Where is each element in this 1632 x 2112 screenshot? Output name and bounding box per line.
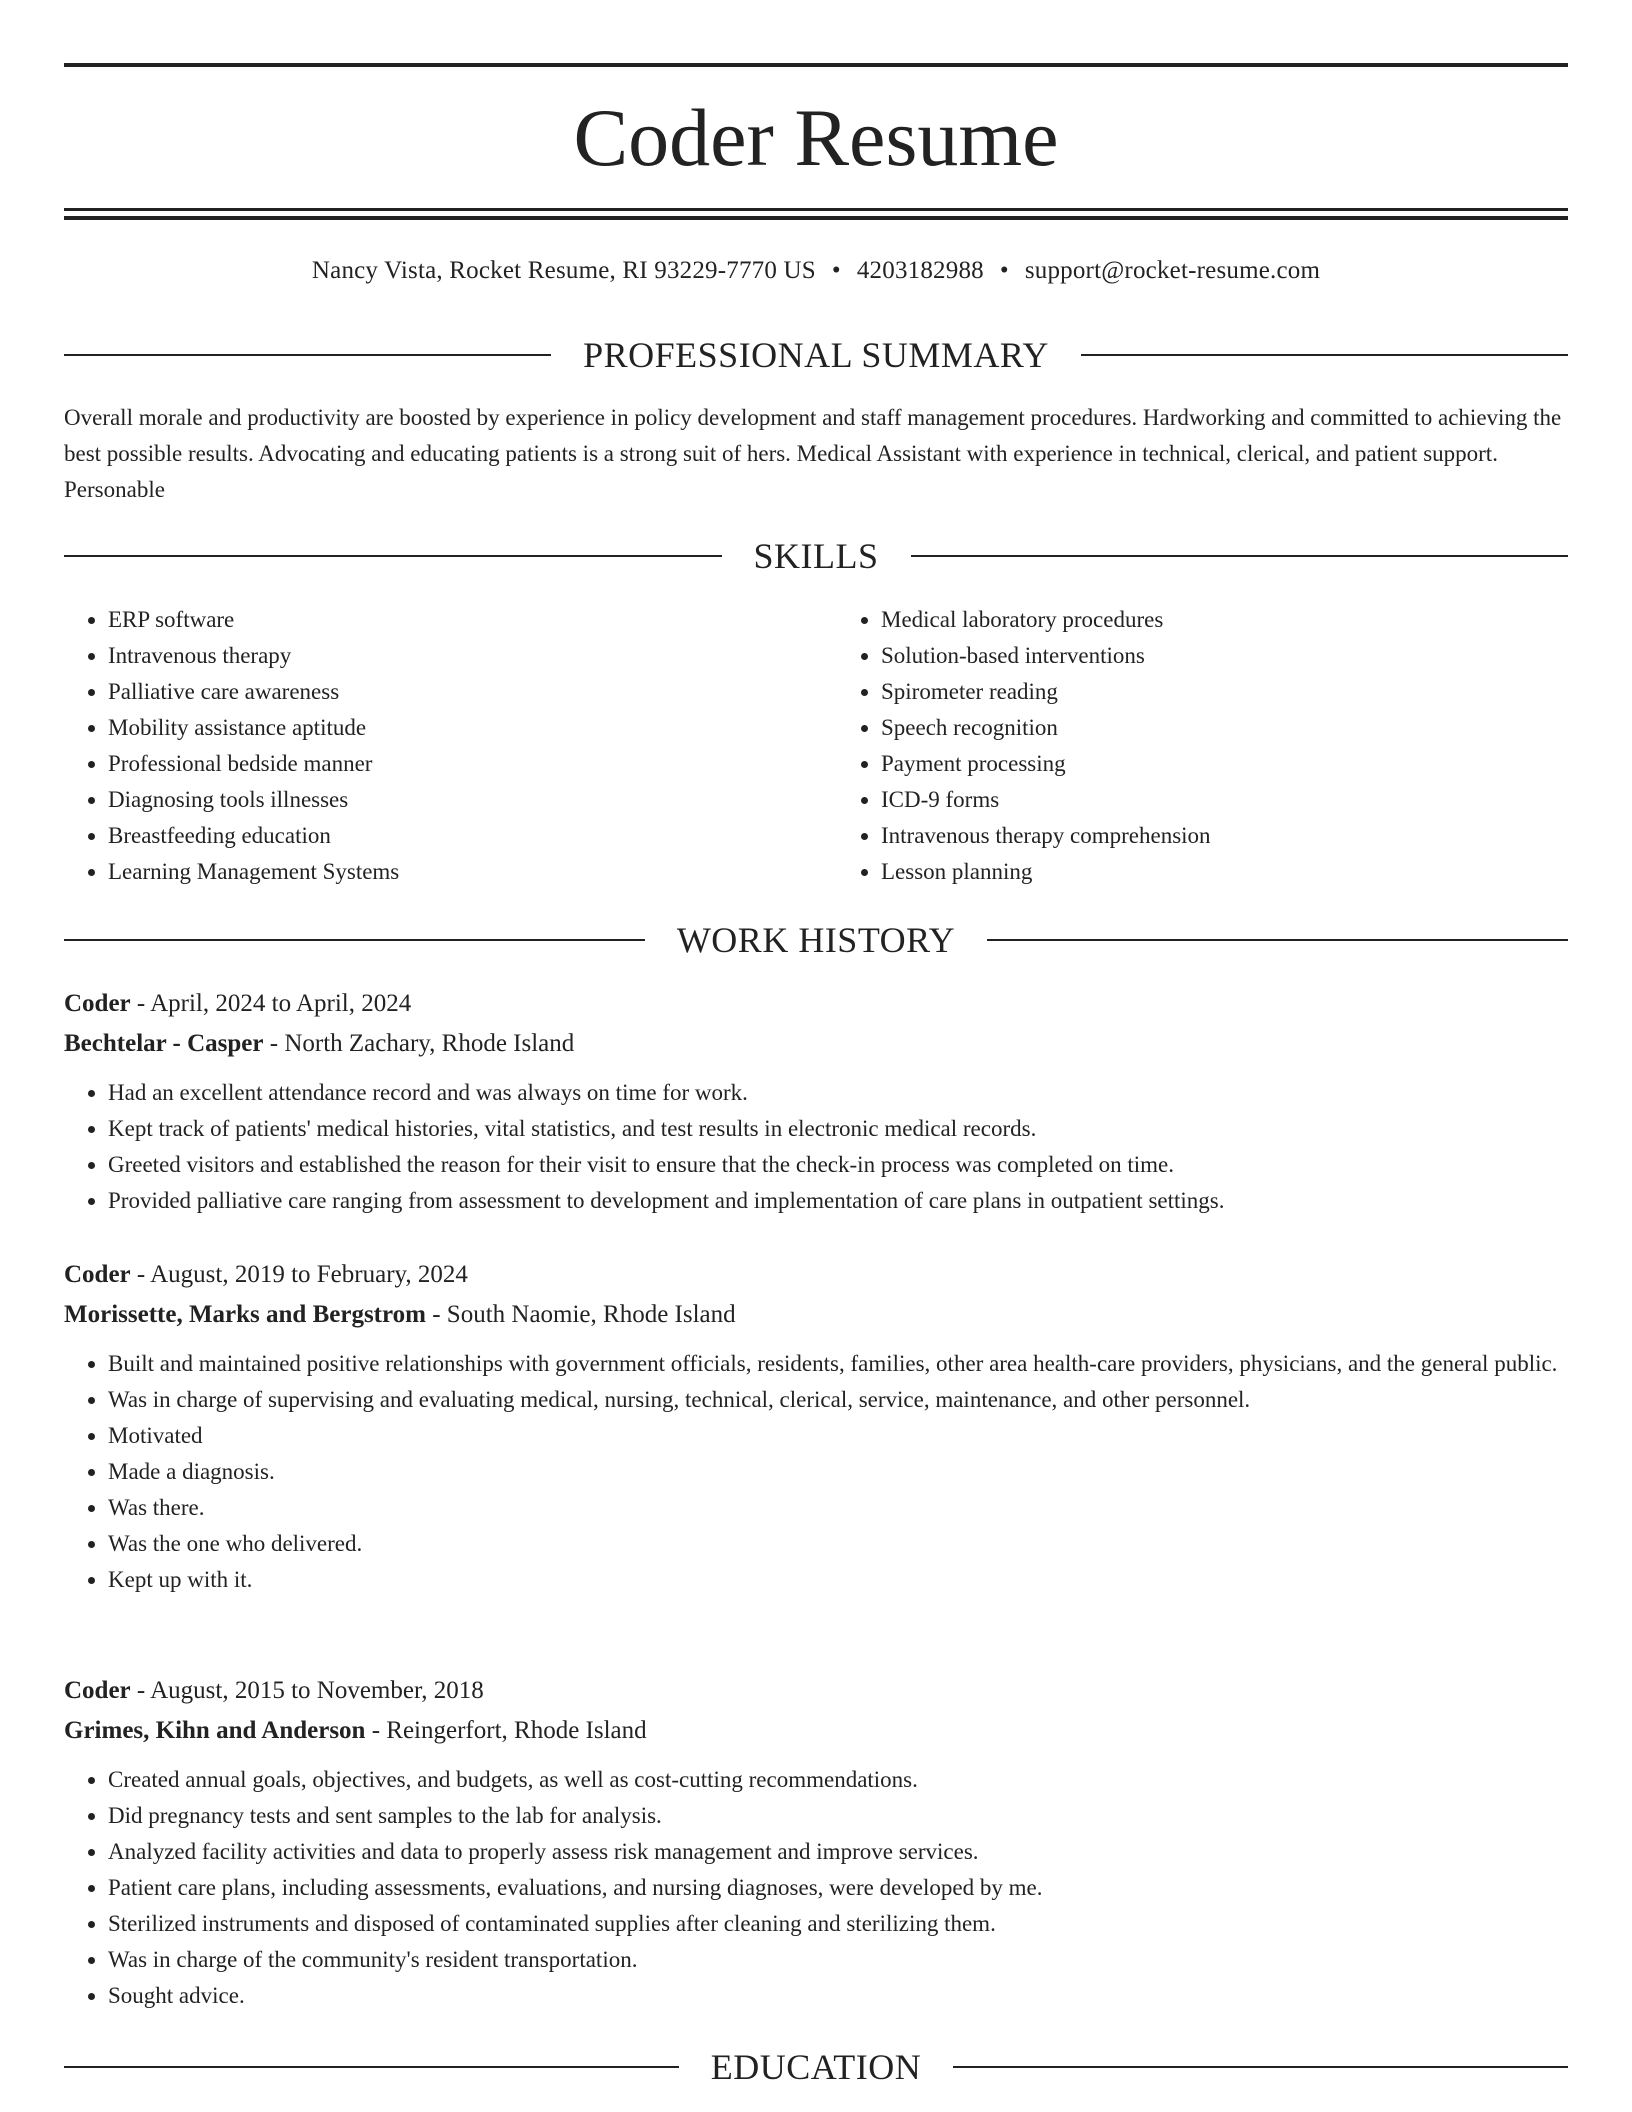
- list-item: • Sought advice.: [108, 1978, 1568, 2014]
- job-title-line: [64, 1672, 1568, 1710]
- job-dates: - August, 2019 to February, 2024: [130, 1261, 468, 1288]
- list-item: • Was in charge of supervising and evaluating medical, nursing, technical, clerical, service, maintenance, and other personnel.: [108, 1382, 1568, 1418]
- title-rule-upper: [64, 208, 1568, 211]
- title-rule-lower: [64, 216, 1568, 220]
- job-entry: [64, 1672, 1568, 2014]
- list-item: • Intravenous therapy comprehension: [881, 818, 1568, 854]
- job-location: - South Naomie, Rhode Island: [425, 1301, 736, 1328]
- work-heading: [64, 920, 1568, 960]
- top-rule: [64, 63, 1568, 67]
- heading-rule: [953, 2066, 1568, 2068]
- list-item: • Created annual goals, objectives, and budgets, as well as cost-cutting recommendations.: [108, 1762, 1568, 1798]
- job-company-line: [64, 1296, 1568, 1334]
- job-dates: - April, 2024 to April, 2024: [130, 990, 412, 1017]
- job-dates: - August, 2015 to November, 2018: [130, 1677, 484, 1704]
- list-item: • Medical laboratory procedures: [881, 602, 1568, 638]
- job-bullets: [64, 1762, 1568, 2014]
- job-location: - Reingerfort, Rhode Island: [365, 1717, 647, 1744]
- contact-email: support@rocket-resume.com: [1024, 257, 1321, 284]
- list-item: • Professional bedside manner: [108, 746, 795, 782]
- heading-rule: [64, 354, 551, 356]
- job-company-line: [64, 1712, 1568, 1750]
- job-entry: [64, 985, 1568, 1219]
- heading-rule: [64, 2066, 679, 2068]
- skills-columns: [64, 602, 1568, 890]
- contact-line: [64, 254, 1568, 288]
- education-heading-label: EDUCATION: [710, 2047, 922, 2087]
- list-item: • ICD-9 forms: [881, 782, 1568, 818]
- resume-title: Coder Resume: [573, 92, 1059, 183]
- list-item: • Kept up with it.: [108, 1562, 1568, 1598]
- job-title-line: [64, 1256, 1568, 1294]
- contact-separator: •: [999, 257, 1009, 284]
- education-heading: [64, 2047, 1568, 2087]
- job-bullets: [64, 1346, 1568, 1598]
- list-item: • Learning Management Systems: [108, 854, 795, 890]
- skills-heading: [64, 536, 1568, 576]
- job-company-line: [64, 1025, 1568, 1063]
- list-item: • Motivated: [108, 1418, 1568, 1454]
- job-company: Grimes, Kihn and Anderson: [64, 1717, 366, 1744]
- list-item: • Diagnosing tools illnesses: [108, 782, 795, 818]
- list-item: • Kept track of patients' medical histories, vital statistics, and test results in electronic medical records.: [108, 1111, 1568, 1147]
- list-item: • Provided palliative care ranging from assessment to development and implementation of care plans in outpatient settings.: [108, 1183, 1568, 1219]
- list-item: • Solution-based interventions: [881, 638, 1568, 674]
- list-item: • Payment processing: [881, 746, 1568, 782]
- list-item: • Analyzed facility activities and data to properly assess risk management and improve services.: [108, 1834, 1568, 1870]
- list-item: • Did pregnancy tests and sent samples to the lab for analysis.: [108, 1798, 1568, 1834]
- list-item: • Had an excellent attendance record and was always on time for work.: [108, 1075, 1568, 1111]
- contact-address: Nancy Vista, Rocket Resume, RI 93229-7770 US: [311, 257, 816, 284]
- job-role: Coder: [64, 990, 131, 1017]
- list-item: • Intravenous therapy: [108, 638, 795, 674]
- job-company: Bechtelar - Casper: [64, 1030, 264, 1057]
- job-title-line: [64, 985, 1568, 1023]
- skills-list-left: [64, 602, 795, 890]
- heading-rule: [64, 555, 722, 557]
- heading-rule: [1081, 354, 1568, 356]
- job-company: Morissette, Marks and Bergstrom: [64, 1301, 426, 1328]
- list-item: • Was there.: [108, 1490, 1568, 1526]
- list-item: • Lesson planning: [881, 854, 1568, 890]
- list-item: • Was in charge of the community's resident transportation.: [108, 1942, 1568, 1978]
- job-role: Coder: [64, 1677, 131, 1704]
- list-item: • Sterilized instruments and disposed of contaminated supplies after cleaning and sterilizing them.: [108, 1906, 1568, 1942]
- job-role: Coder: [64, 1261, 131, 1288]
- list-item: • Made a diagnosis.: [108, 1454, 1568, 1490]
- list-item: • Speech recognition: [881, 710, 1568, 746]
- job-location: - North Zachary, Rhode Island: [263, 1030, 575, 1057]
- list-item: • Mobility assistance aptitude: [108, 710, 795, 746]
- contact-phone: 4203182988: [856, 257, 984, 284]
- list-item: • ERP software: [108, 602, 795, 638]
- list-item: • Palliative care awareness: [108, 674, 795, 710]
- job-entry: [64, 1256, 1568, 1598]
- list-item: • Spirometer reading: [881, 674, 1568, 710]
- skills-list-right: [837, 602, 1568, 890]
- list-item: • Was the one who delivered.: [108, 1526, 1568, 1562]
- contact-separator: •: [831, 257, 841, 284]
- heading-rule: [987, 939, 1568, 941]
- skills-heading-label: SKILLS: [753, 536, 879, 576]
- heading-rule: [911, 555, 1569, 557]
- list-item: • Patient care plans, including assessments, evaluations, and nursing diagnoses, were developed by me.: [108, 1870, 1568, 1906]
- summary-heading-label: PROFESSIONAL SUMMARY: [583, 335, 1049, 375]
- work-heading-label: WORK HISTORY: [676, 920, 956, 960]
- list-item: • Greeted visitors and established the reason for their visit to ensure that the check-in process was completed on time.: [108, 1147, 1568, 1183]
- list-item: • Breastfeeding education: [108, 818, 795, 854]
- summary-text: Overall morale and productivity are boosted by experience in policy development and staff management procedures. Hardworking and committed to achieving the best possible results. Advocating and educating patients is a strong suit of hers. Medical Assistant with experience in technical, clerical, and patient support. Personable: [64, 405, 1562, 502]
- job-bullets: [64, 1075, 1568, 1219]
- list-item: • Built and maintained positive relationships with government officials, residents, families, other area health-care providers, physicians, and the general public.: [108, 1346, 1568, 1382]
- summary-heading: [64, 335, 1568, 375]
- heading-rule: [64, 939, 645, 941]
